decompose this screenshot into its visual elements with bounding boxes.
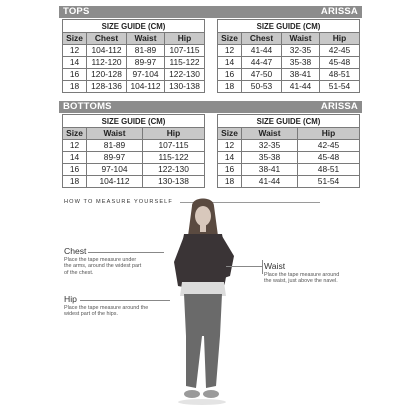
size-cell: 16 [63, 164, 87, 176]
hip-cell: 122-130 [143, 164, 205, 176]
waist-cell: 97-104 [127, 69, 165, 81]
chest-pointer-line [88, 252, 164, 253]
chest-label-title: Chest [64, 246, 87, 256]
col-header-hip: Hip [165, 33, 205, 45]
chest-cell: 41-44 [242, 45, 282, 57]
hip-cell: 51-54 [298, 176, 360, 188]
size-cell: 18 [218, 176, 242, 188]
waist-cell: 38-41 [282, 69, 320, 81]
hip-cell: 45-48 [298, 152, 360, 164]
waist-cell: 38-41 [242, 164, 298, 176]
table-row [218, 152, 360, 164]
table-row [218, 57, 360, 69]
col-header-hip: Hip [320, 33, 360, 45]
tops-brand: ARISSA [320, 6, 358, 17]
waist-cell: 32-35 [282, 45, 320, 57]
size-cell: 16 [218, 164, 242, 176]
hip-cell: 107-115 [165, 45, 205, 57]
size-cell: 16 [218, 69, 242, 81]
size-cell: 12 [218, 45, 242, 57]
table-row [218, 69, 360, 81]
table-caption: SIZE GUIDE (CM) [218, 115, 360, 128]
chest-cell: 104-112 [87, 45, 127, 57]
waist-cell: 104-112 [127, 81, 165, 93]
waist-pointer-line [226, 266, 262, 267]
col-header-size: Size [218, 33, 242, 45]
col-header-hip: Hip [298, 128, 360, 140]
waist-cell: 81-89 [87, 140, 143, 152]
waist-pointer-tick [262, 260, 263, 274]
size-cell: 12 [63, 140, 87, 152]
col-header-chest: Chest [87, 33, 127, 45]
col-header-chest: Chest [242, 33, 282, 45]
hip-cell: 48-51 [298, 164, 360, 176]
size-cell: 18 [63, 81, 87, 93]
size-cell: 14 [63, 57, 87, 69]
size-cell: 12 [63, 45, 87, 57]
chest-cell: 44-47 [242, 57, 282, 69]
size-cell: 18 [63, 176, 87, 188]
waist-cell: 89-97 [127, 57, 165, 69]
table-row [218, 164, 360, 176]
table-caption: SIZE GUIDE (CM) [63, 115, 205, 128]
waist-cell: 41-44 [242, 176, 298, 188]
chest-cell: 112-120 [87, 57, 127, 69]
size-cell: 12 [218, 140, 242, 152]
tops-table-right [217, 19, 360, 93]
col-header-waist: Waist [282, 33, 320, 45]
waist-cell: 32-35 [242, 140, 298, 152]
waist-label-desc: Place the tape measure around the waist, just above the navel. [264, 272, 340, 285]
table-row [63, 45, 205, 57]
hip-cell: 48-51 [320, 69, 360, 81]
col-header-size: Size [63, 33, 87, 45]
chest-cell: 47-50 [242, 69, 282, 81]
tops-table-left [62, 19, 205, 93]
waist-cell: 81-89 [127, 45, 165, 57]
table-caption: SIZE GUIDE (CM) [218, 20, 360, 33]
size-cell: 14 [218, 152, 242, 164]
tops-band [59, 6, 362, 18]
table-row [218, 81, 360, 93]
hip-cell: 115-122 [165, 57, 205, 69]
table-row [218, 176, 360, 188]
size-cell: 18 [218, 81, 242, 93]
tops-section-title: TOPS [63, 6, 90, 17]
waist-cell: 104-112 [87, 176, 143, 188]
hip-cell: 115-122 [143, 152, 205, 164]
hip-label-desc: Place the tape measure around the widest part of the hips. [64, 305, 149, 318]
bottoms-table-right [217, 114, 360, 188]
table-row [63, 164, 205, 176]
table-row [63, 152, 205, 164]
waist-label-title: Waist [264, 261, 286, 271]
hip-cell: 130-138 [143, 176, 205, 188]
hip-pointer-line [80, 300, 170, 301]
waist-cell: 35-38 [282, 57, 320, 69]
chest-cell: 120-128 [87, 69, 127, 81]
waist-cell: 41-44 [282, 81, 320, 93]
waist-cell: 89-97 [87, 152, 143, 164]
hip-cell: 51-54 [320, 81, 360, 93]
waist-cell: 97-104 [87, 164, 143, 176]
col-header-waist: Waist [242, 128, 298, 140]
col-header-size: Size [218, 128, 242, 140]
bottoms-band [59, 101, 362, 113]
waist-cell: 35-38 [242, 152, 298, 164]
table-row [63, 176, 205, 188]
bottoms-table-left [62, 114, 205, 188]
hip-cell: 45-48 [320, 57, 360, 69]
bottoms-brand: ARISSA [320, 101, 358, 112]
hip-cell: 130-138 [165, 81, 205, 93]
hip-cell: 42-45 [320, 45, 360, 57]
table-row [63, 69, 205, 81]
table-row [63, 81, 205, 93]
hip-cell: 122-130 [165, 69, 205, 81]
table-row [63, 140, 205, 152]
table-row [218, 45, 360, 57]
size-cell: 16 [63, 69, 87, 81]
col-header-waist: Waist [87, 128, 143, 140]
bottoms-section-title: BOTTOMS [63, 101, 112, 112]
hip-label-title: Hip [64, 294, 77, 304]
table-row [63, 57, 205, 69]
col-header-waist: Waist [127, 33, 165, 45]
model-figure [148, 196, 258, 414]
col-header-hip: Hip [143, 128, 205, 140]
chest-label-desc: Place the tape measure under the arms, around the widest part of the chest. [64, 257, 142, 276]
size-cell: 14 [63, 152, 87, 164]
table-row [218, 140, 360, 152]
hip-cell: 107-115 [143, 140, 205, 152]
how-to-measure-heading: HOW TO MEASURE YOURSELF [64, 199, 173, 205]
size-cell: 14 [218, 57, 242, 69]
table-caption: SIZE GUIDE (CM) [63, 20, 205, 33]
chest-cell: 50-53 [242, 81, 282, 93]
hip-cell: 42-45 [298, 140, 360, 152]
chest-cell: 128-136 [87, 81, 127, 93]
col-header-size: Size [63, 128, 87, 140]
